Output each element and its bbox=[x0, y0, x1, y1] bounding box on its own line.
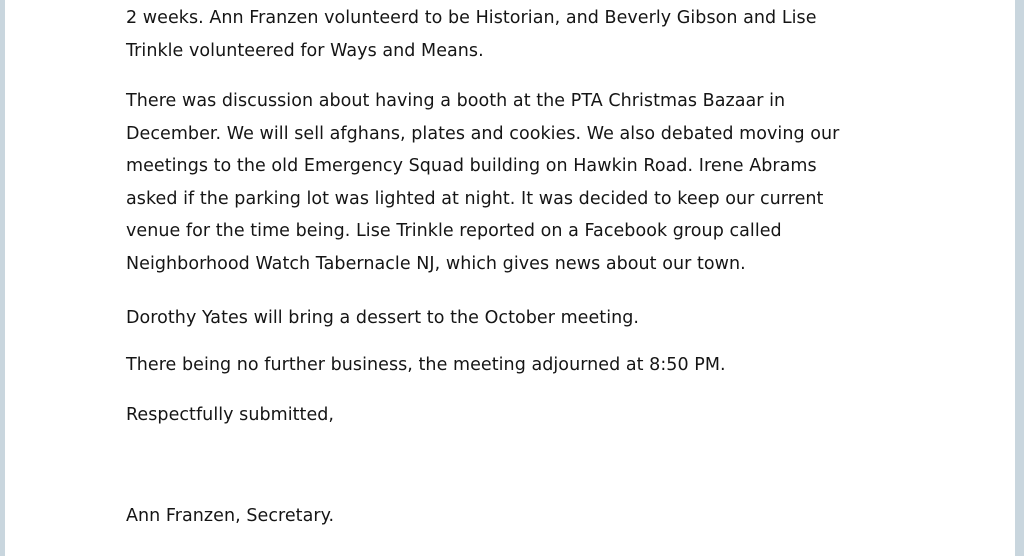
bazaar-line-4: asked if the parking lot was lighted at night. It was decided to keep our current bbox=[126, 188, 824, 209]
bazaar-line-2: December. We will sell afghans, plates and cookies. We also debated moving our bbox=[126, 123, 840, 144]
intro-line-2: Trinkle volunteered for Ways and Means. bbox=[126, 40, 484, 61]
adjourn-paragraph bbox=[126, 349, 926, 382]
intro-paragraph bbox=[126, 2, 926, 67]
signature-paragraph bbox=[126, 500, 926, 533]
signature-line: Ann Franzen, Secretary. bbox=[126, 506, 335, 526]
bazaar-line-5: venue for the time being. Lise Trinkle reported on a Facebook group called bbox=[126, 221, 782, 241]
document-page bbox=[5, 0, 1015, 556]
bazaar-line-3: meetings to the old Emergency Squad building on Hawkin Road. Irene Abrams bbox=[126, 156, 817, 176]
bazaar-paragraph bbox=[126, 85, 926, 280]
closing-paragraph bbox=[126, 399, 926, 432]
adjourn-line: There being no further business, the meeting adjourned at 8:50 PM. bbox=[126, 355, 726, 375]
dessert-line: Dorothy Yates will bring a dessert to the October meeting. bbox=[126, 308, 640, 328]
intro-line-1: 2 weeks. Ann Franzen volunteerd to be Historian, and Beverly Gibson and Lise bbox=[126, 8, 817, 28]
bazaar-line-6: Neighborhood Watch Tabernacle NJ, which gives news about our town. bbox=[126, 253, 746, 274]
viewer-right-border bbox=[1015, 0, 1024, 556]
bazaar-line-1: There was discussion about having a booth at the PTA Christmas Bazaar in bbox=[126, 91, 786, 111]
closing-line: Respectfully submitted, bbox=[126, 405, 335, 425]
dessert-paragraph bbox=[126, 302, 926, 335]
